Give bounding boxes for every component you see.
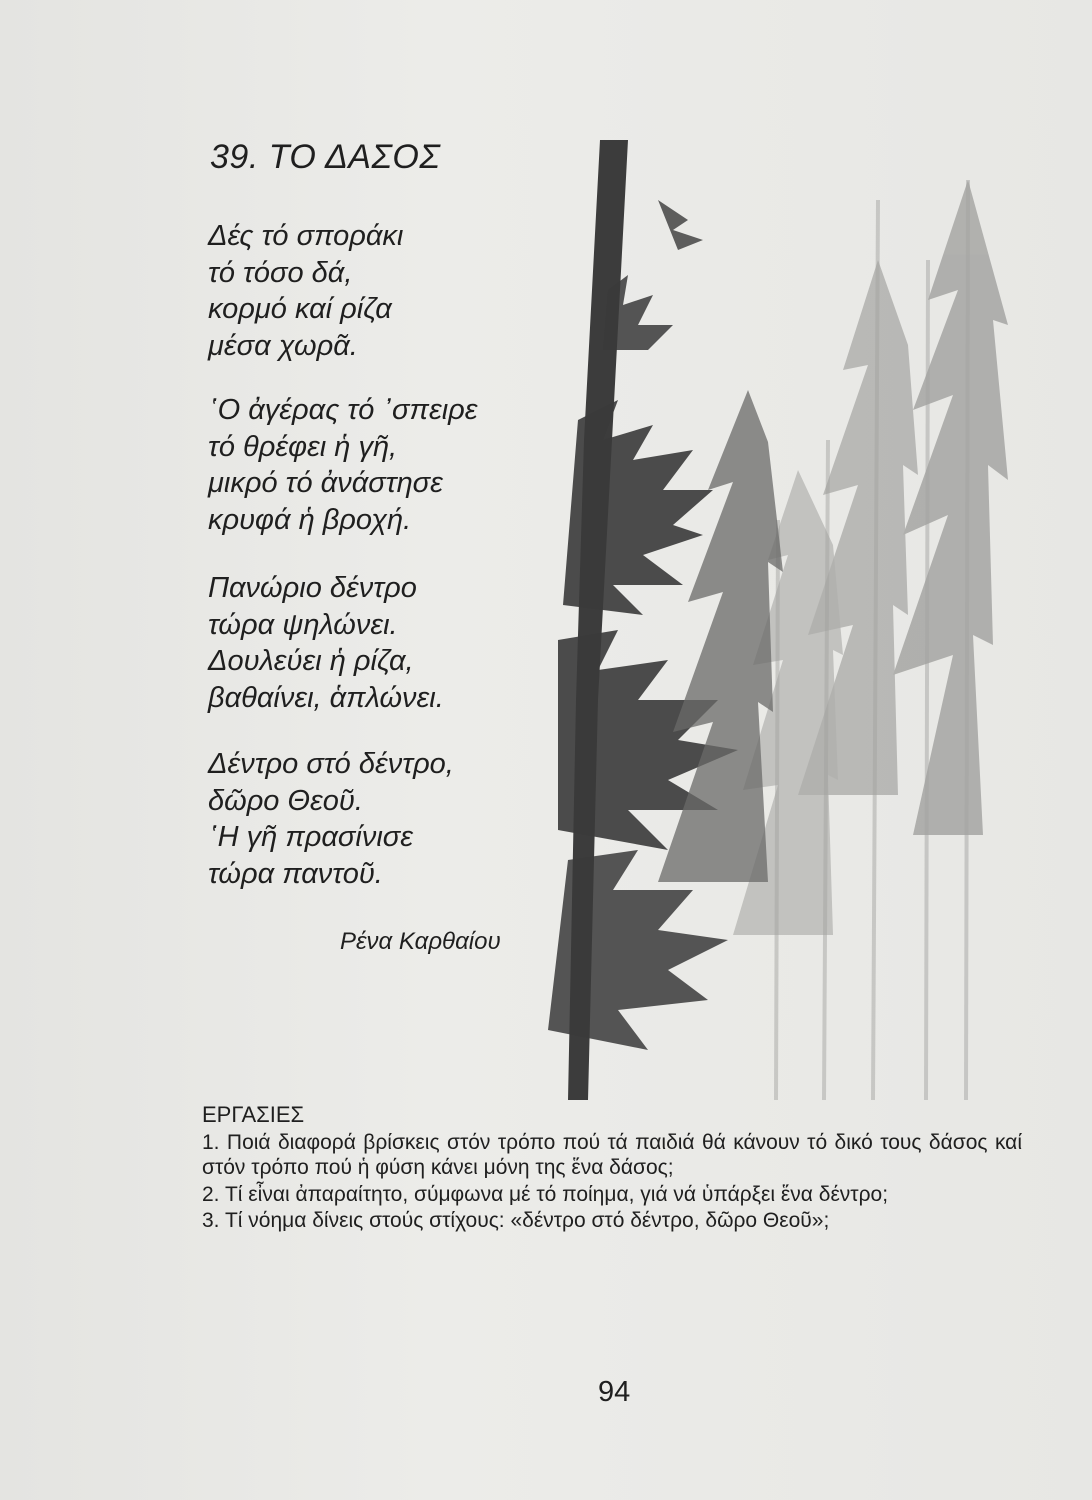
stanza-2 (208, 392, 478, 538)
verse-line: τό θρέφει ἡ γῆ, (208, 430, 398, 463)
verse-line: ῾Η γῆ πρασίνισε (208, 821, 413, 853)
foreground-foliage (548, 200, 738, 1050)
poem-title: 39. ΤΟ ΔΑΣΟΣ (210, 138, 441, 176)
verse-line: τώρα ψηλώνει. (208, 608, 398, 641)
exercise-item: 1. Ποιά διαφορά βρίσκεις στόν τρόπο πού τά παιδιά θά κάνουν τό δικό τους δάσος καί στόν τρόπο πού ἡ φύση κάνει μόνη της ἕνα δάσος; (202, 1130, 1022, 1179)
exercise-item: 2. Τί εἶναι ἀπαραίτητο, σύμφωνα μέ τό ποίημα, γιά νά ὑπάρξει ἕνα δέντρο; (202, 1182, 889, 1206)
verse-line: μέσα χωρᾶ. (208, 329, 358, 362)
verse-line: τώρα παντοῦ. (208, 857, 383, 890)
stanza-3 (208, 570, 444, 716)
stanza-4 (208, 746, 454, 892)
verse-line: ῾Ο ἀγέρας τό ᾽σπειρε (208, 394, 478, 426)
verse-line: βαθαίνει, ἁπλώνει. (208, 681, 444, 714)
exercise-item: 3. Τί νόημα δίνεις στούς στίχους: «δέντρο στό δέντρο, δῶρο Θεοῦ»; (202, 1209, 830, 1232)
verse-line: τό τόσο δά, (208, 256, 353, 289)
verse-line: Δουλεύει ἡ ρίζα, (208, 645, 414, 677)
verse-line: κορμό καί ρίζα (208, 293, 392, 325)
verse-line: μικρό τό ἀνάστησε (208, 467, 443, 499)
exercises-heading: ΕΡΓΑΣΙΕΣ (202, 1102, 305, 1127)
stanza-1 (208, 218, 403, 364)
verse-line: δῶρο Θεοῦ. (208, 784, 363, 817)
verse-line: Δές τό σποράκι (208, 220, 404, 252)
verse-line: κρυφά ἡ βροχή. (208, 503, 412, 536)
forest-illustration (548, 140, 1018, 1100)
page-number: 94 (598, 1376, 631, 1408)
verse-line: Δέντρο στό δέντρο, (208, 748, 454, 780)
exercises-section (202, 1102, 1022, 1235)
verse-line: Πανώριο δέντρο (208, 572, 417, 604)
poem-author: Ρένα Καρθαίου (340, 928, 501, 955)
